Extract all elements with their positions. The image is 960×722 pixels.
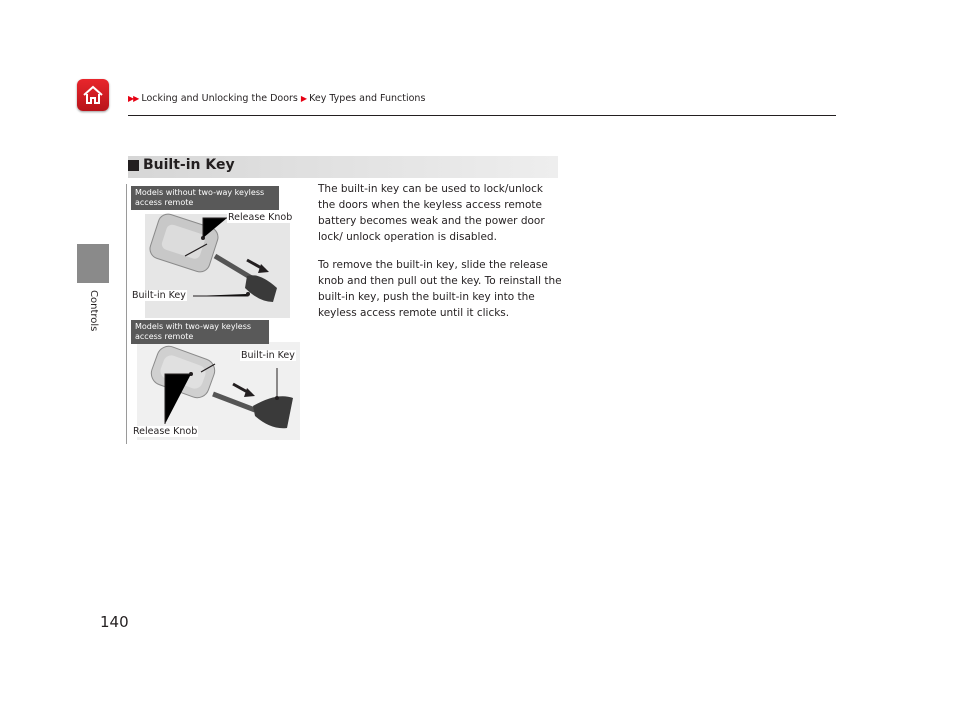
- key-figure: [126, 184, 308, 444]
- breadcrumb: [128, 93, 425, 104]
- body-text: [318, 181, 563, 333]
- breadcrumb-arrow-icon: ▶▶: [128, 94, 139, 103]
- callout-release-knob-top: Release Knob: [228, 212, 293, 223]
- section-header: [128, 156, 558, 178]
- breadcrumb-item-key-types[interactable]: Key Types and Functions: [309, 93, 426, 104]
- paragraph-usage: The built-in key can be used to lock/unlock the doors when the keyless access remote battery becomes weak and the power door lock/ unlock operation is disabled.: [318, 183, 545, 243]
- callout-built-in-key-bottom: Built-in Key: [241, 350, 295, 361]
- paragraph-removal: To remove the built-in key, slide the release knob and then pull out the key. To reinstall the built-in key, push the built-in key into the keyless access remote until it clicks.: [318, 259, 562, 319]
- keyless-remote-bottom: [148, 343, 218, 401]
- page-number: 140: [100, 613, 129, 631]
- model-note-without-two-way: Models without two-way keyless access remote: [131, 186, 279, 210]
- chapter-label: Controls: [88, 290, 99, 332]
- callout-built-in-key-top: Built-in Key: [132, 290, 186, 301]
- model-note-with-two-way: Models with two-way keyless access remote: [131, 320, 269, 344]
- key-illustration: [127, 184, 308, 444]
- chapter-tab[interactable]: [77, 244, 109, 283]
- home-icon: [81, 83, 105, 107]
- breadcrumb-item-locking[interactable]: Locking and Unlocking the Doors: [141, 93, 298, 104]
- built-in-key-bottom: [213, 394, 293, 428]
- callout-release-knob-bottom: Release Knob: [133, 426, 198, 437]
- section-square-icon: [128, 160, 139, 171]
- header-rule: [128, 115, 836, 116]
- section-title: Built-in Key: [143, 157, 235, 173]
- home-button[interactable]: [77, 79, 109, 111]
- breadcrumb-arrow-icon: ▶: [300, 94, 307, 103]
